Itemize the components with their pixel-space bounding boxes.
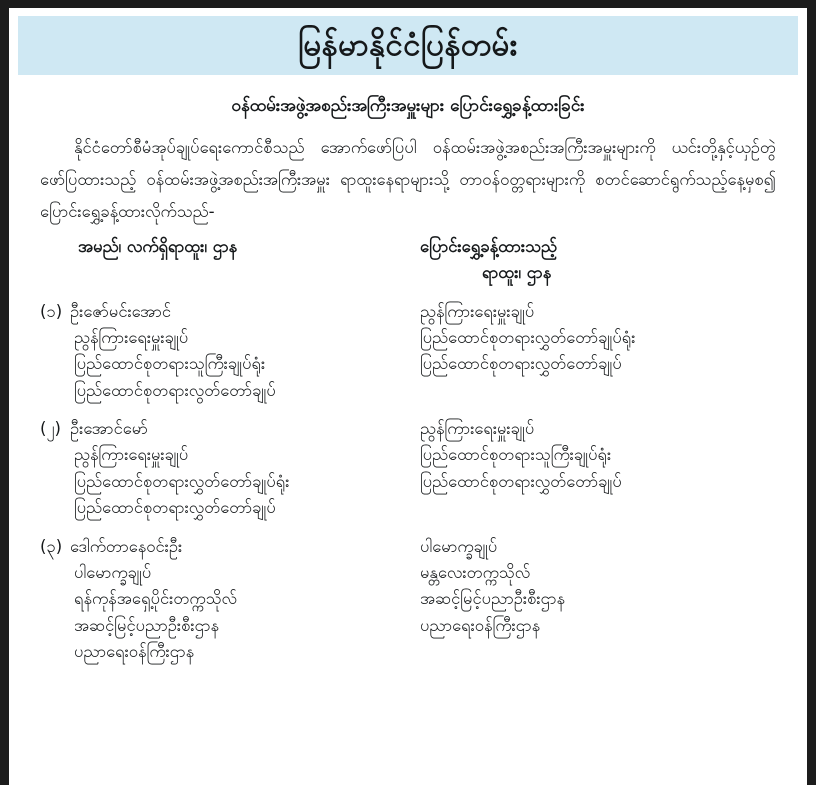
column-headers xyxy=(40,237,776,261)
entry-right-line: ပြည်ထောင်စုတရားလွှတ်တော်ချုပ် xyxy=(420,354,622,374)
entry-right-line: ပြည်ထောင်စုတရားသူကြီးချုပ်ရုံး xyxy=(420,445,612,465)
entry-right-column xyxy=(420,299,776,405)
page-title: မြန်မာနိုင်ငံပြန်တမ်း xyxy=(298,26,518,63)
entry-right-column xyxy=(420,534,776,666)
table-row xyxy=(40,534,776,666)
body-paragraph xyxy=(40,132,776,229)
entry-left-column xyxy=(40,416,420,522)
entry-right-line: မန္တလေးတက္ကသိုလ် xyxy=(420,563,531,583)
entry-right-line: အဆင့်မြင့်ပညာဦးစီးဌာန xyxy=(420,589,566,609)
document-page xyxy=(18,16,798,785)
entry-left-line: ပညာရေးဝန်ကြီးဌာန xyxy=(74,642,195,662)
entry-name xyxy=(40,534,420,560)
entry-left-line: ညွန်ကြားရေးမှူးချုပ် xyxy=(74,445,189,465)
column-header-sub-left xyxy=(40,263,420,287)
entry-name xyxy=(40,416,420,442)
column-header-left: အမည်၊ လက်ရှိရာထူး၊ ဌာန xyxy=(78,236,238,256)
paragraph-text: နိုင်ငံတော်စီမံအုပ်ချုပ်ရေးကောင်စီသည် အောက်ဖော်ပြပါ ဝန်ထမ်းအဖွဲ့အစည်းအကြီးအမှူးများကို ယင်းတို့နှင့်ယှဉ်တွဲဖော်ပြထားသည့် ဝန်ထမ်းအဖွဲ့အစည်းအကြီးအမှူး ရာထူးနေရာများသို့ တာဝန်ဝတ္တရားများကို စတင်ဆောင်ရွက်သည့်နေ့မှစ၍ ပြောင်းရွှေ့ခန့်ထားလိုက်သည်- xyxy=(40,138,776,222)
entry-person-name: ဒေါက်တာနေဝင်းဦး xyxy=(70,536,183,556)
document-subtitle: ဝန်ထမ်းအဖွဲ့အစည်းအကြီးအမှူးများ ပြောင်းရွှေ့ခန့်ထားခြင်း xyxy=(231,96,585,116)
document-content xyxy=(18,75,798,666)
column-header-sub-right: ရာထူး၊ ဌာန xyxy=(482,262,552,282)
entry-left-line: ရန်ကုန်အရှေ့ပိုင်းတက္ကသိုလ် xyxy=(74,589,237,609)
column-headers-sub xyxy=(40,263,776,287)
entry-left-line: ပြည်ထောင်စုတရားလွတ်တော်ချုပ် xyxy=(74,380,276,400)
entry-number: (၃) xyxy=(40,536,63,556)
entry-name xyxy=(40,299,420,325)
table-row xyxy=(40,416,776,522)
entry-left-line: ပြည်ထောင်စုတရားလွှတ်တော်ချုပ်ရုံး xyxy=(74,471,290,491)
entry-left-line: ညွန်ကြားရေးမှူးချုပ် xyxy=(74,327,189,347)
entry-right-line: ညွန်ကြားရေးမှူးချုပ် xyxy=(420,301,535,321)
entry-right-line: ပါမောက္ခချုပ် xyxy=(420,536,498,556)
entry-right-line: ပြည်ထောင်စုတရားလွှတ်တော်ချုပ်ရုံး xyxy=(420,327,636,347)
column-header-right: ပြောင်းရွှေ့ခန့်ထားသည့် xyxy=(420,236,557,256)
table-row xyxy=(40,299,776,405)
entry-person-name: ဦးအောင်မော် xyxy=(70,419,148,439)
entry-left-line: ပါမောက္ခချုပ် xyxy=(74,563,152,583)
entry-left-column xyxy=(40,534,420,666)
entry-left-line: အဆင့်မြင့်ပညာဦးစီးဌာန xyxy=(74,615,220,635)
document-banner xyxy=(18,16,798,75)
entry-right-line: ပြည်ထောင်စုတရားလွှတ်တော်ချုပ် xyxy=(420,471,622,491)
entry-left-column xyxy=(40,299,420,405)
entry-person-name: ဦးဇော်မင်းအောင် xyxy=(70,301,172,321)
entry-right-line: ညွန်ကြားရေးမှူးချုပ် xyxy=(420,419,535,439)
entry-right-line: ပညာရေးဝန်ကြီးဌာန xyxy=(420,615,541,635)
entry-number: (၁) xyxy=(40,301,63,321)
entry-right-column xyxy=(420,416,776,522)
entry-left-line: ပြည်ထောင်စုတရားသူကြီးချုပ်ရုံး xyxy=(74,354,266,374)
entry-left-line: ပြည်ထောင်စုတရားလွှတ်တော်ချုပ် xyxy=(74,498,276,518)
entry-number: (၂) xyxy=(40,419,61,439)
